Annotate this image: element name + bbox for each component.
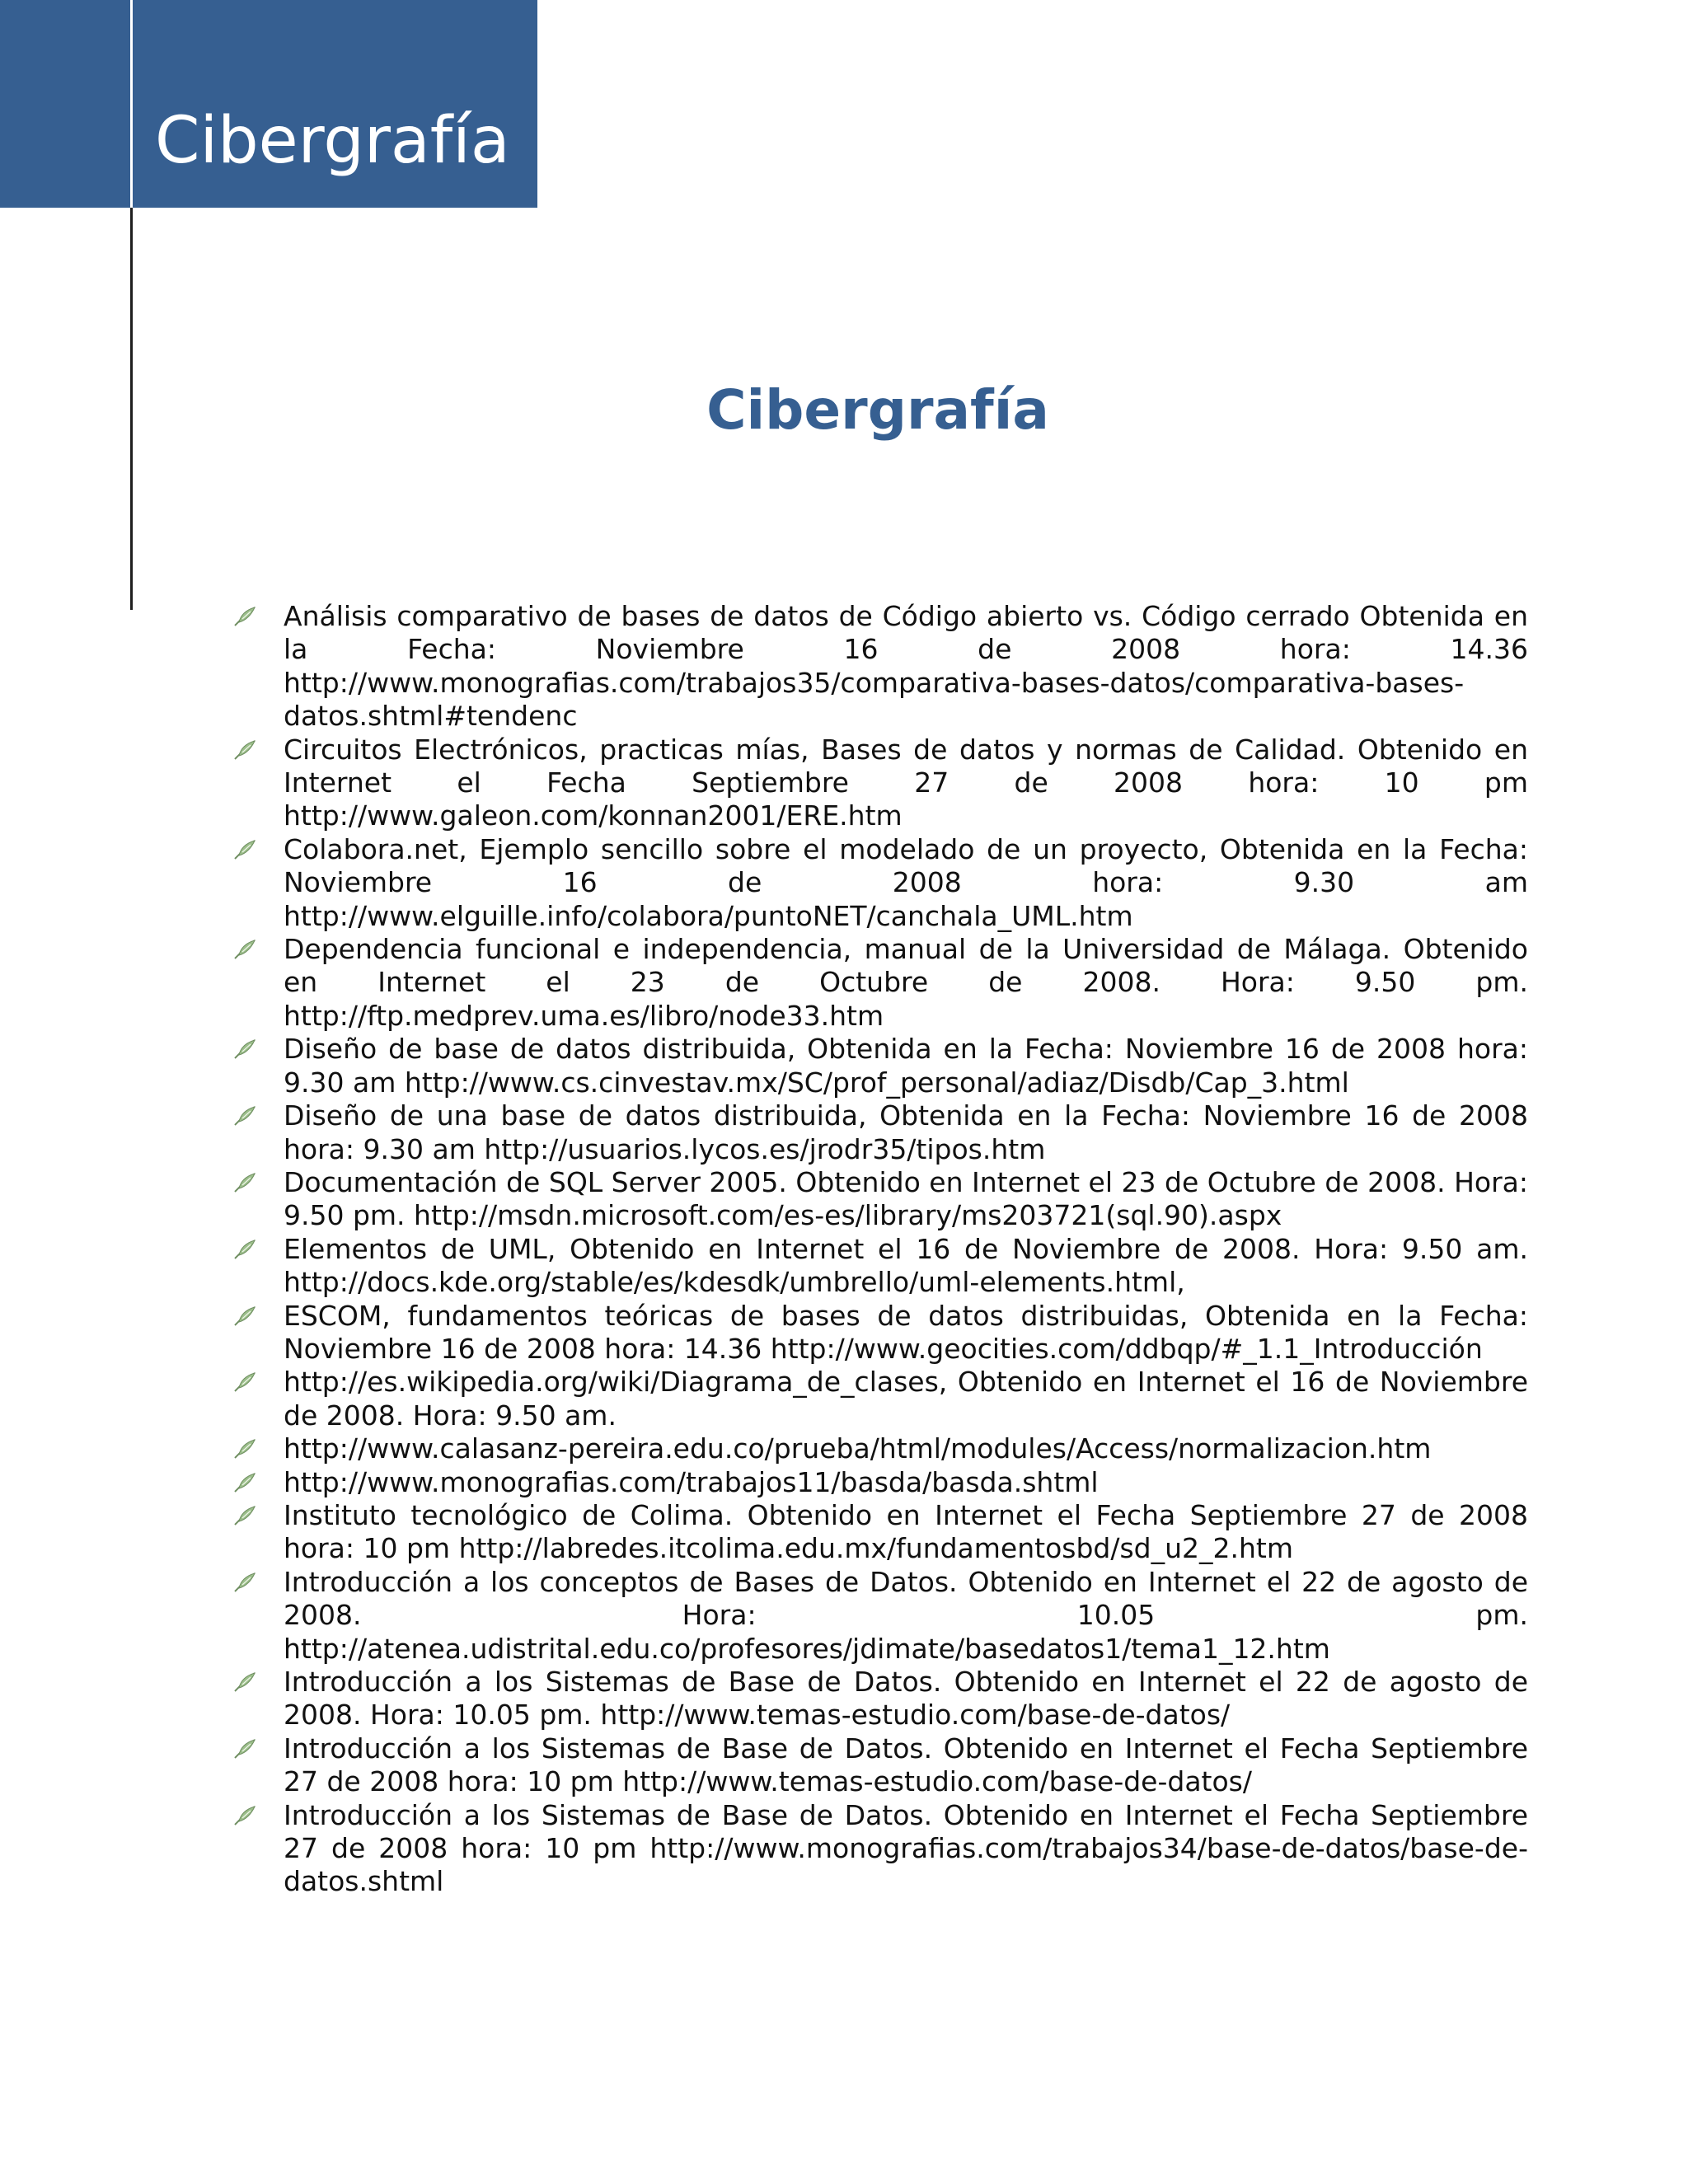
reference-text: Diseño de una base de datos distribuida, Obtenida en la Fecha: Noviembre 16 de 2008 hora: 9.30 am http://usuarios.lycos.es/jrodr35/tipos.htm [284, 1099, 1528, 1165]
reference-item [284, 1166, 1528, 1233]
reference-text: http://www.calasanz-pereira.edu.co/prueba/html/modules/Access/normalizacion.htm [284, 1432, 1432, 1465]
reference-text: Introducción a los conceptos de Bases de Datos. Obtenido en Internet el 22 de agosto de 2008. Hora: 10.05 pm. http://atenea.udistrital.edu.co/profesores/jdimate/basedatos1/tema1_12.htm [284, 1565, 1528, 1665]
reference-list [284, 600, 1528, 1899]
reference-text: Documentación de SQL Server 2005. Obtenido en Internet el 23 de Octubre de 2008. Hora: 9.50 pm. http://msdn.microsoft.com/es-es/library/ms203721(sql.90).aspx [284, 1165, 1528, 1232]
reference-text: Instituto tecnológico de Colima. Obtenido en Internet el Fecha Septiembre 27 de 2008 hora: 10 pm http://labredes.itcolima.edu.mx/fundamentosbd/sd_u2_2.htm [284, 1498, 1528, 1565]
leaf-icon [232, 1371, 257, 1394]
reference-item [284, 1033, 1528, 1099]
reference-text: ESCOM, fundamentos teóricas de bases de datos distribuidas, Obtenida en la Fecha: Noviembre 16 de 2008 hora: 14.36 http://www.geocities.com/ddbqp/#_1.1_Introducción [284, 1299, 1528, 1365]
leaf-icon [232, 1171, 257, 1194]
reference-item [284, 1799, 1528, 1899]
reference-item [284, 833, 1528, 933]
leaf-icon [232, 1804, 257, 1827]
reference-text: Introducción a los Sistemas de Base de Datos. Obtenido en Internet el Fecha Septiembre 27 de 2008 hora: 10 pm http://www.monografias.com/trabajos34/base-de-datos/base-de-datos.shtml [284, 1798, 1528, 1898]
leaf-icon [232, 1038, 257, 1061]
reference-item [284, 600, 1528, 733]
reference-text: Introducción a los Sistemas de Base de Datos. Obtenido en Internet el 22 de agosto de 2008. Hora: 10.05 pm. http://www.temas-estudio.com/base-de-datos/ [284, 1666, 1528, 1732]
reference-text: Dependencia funcional e independencia, manual de la Universidad de Málaga. Obtenido en Internet el 23 de Octubre de 2008. Hora: 9.50 pm. http://ftp.medprev.uma.es/libro/node33.htm [284, 933, 1528, 1032]
reference-text: Diseño de base de datos distribuida, Obtenida en la Fecha: Noviembre 16 de 2008 hora: 9.30 am http://www.cs.cinvestav.mx/SC/prof_personal/adiaz/Disdb/Cap_3.html [284, 1033, 1528, 1099]
reference-item [284, 1466, 1528, 1499]
reference-item [284, 1300, 1528, 1366]
reference-item [284, 1233, 1528, 1300]
leaf-icon [232, 1471, 257, 1494]
reference-text: Introducción a los Sistemas de Base de Datos. Obtenido en Internet el Fecha Septiembre 27 de 2008 hora: 10 pm http://www.temas-estudio.com/base-de-datos/ [284, 1732, 1528, 1798]
page-title: Cibergrafía [706, 378, 1049, 442]
header-divider [130, 0, 133, 208]
reference-item [284, 933, 1528, 1033]
reference-item [284, 1499, 1528, 1566]
reference-item [284, 1432, 1528, 1465]
leaf-icon [232, 1437, 257, 1460]
reference-item [284, 1732, 1528, 1799]
leaf-icon [232, 938, 257, 961]
reference-text: Circuitos Electrónicos, practicas mías, Bases de datos y normas de Calidad. Obtenido en Internet el Fecha Septiembre 27 de 2008 hora: 10 pm http://www.galeon.com/konnan2001/ERE.htm [284, 733, 1528, 832]
leaf-icon [232, 1305, 257, 1328]
reference-text: Análisis comparativo de bases de datos de Código abierto vs. Código cerrado Obtenida en la Fecha: Noviembre 16 de 2008 hora: 14.36 http://www.monografias.com/trabajos35/comparativa-bases-datos/comparativa-bases-datos.shtml#tendenc [284, 600, 1528, 733]
header-title: Cibergrafía [155, 104, 510, 178]
leaf-icon [232, 838, 257, 861]
reference-text: http://es.wikipedia.org/wiki/Diagrama_de_clases, Obtenido en Internet el 16 de Noviembre de 2008. Hora: 9.50 am. [284, 1366, 1528, 1432]
leaf-icon [232, 1737, 257, 1760]
reference-item [284, 1099, 1528, 1166]
leaf-icon [232, 738, 257, 762]
leaf-icon [232, 605, 257, 628]
reference-text: Elementos de UML, Obtenido en Internet el 16 de Noviembre de 2008. Hora: 9.50 am. http://docs.kde.org/stable/es/kdesdk/umbrello/uml-elements.html, [284, 1232, 1528, 1299]
reference-item [284, 1366, 1528, 1432]
reference-text: Colabora.net, Ejemplo sencillo sobre el modelado de un proyecto, Obtenida en la Fecha: Noviembre 16 de 2008 hora: 9.30 am http://www.elguille.info/colabora/puntoNET/canchala_UML.htm [284, 832, 1528, 932]
reference-item [284, 733, 1528, 833]
leaf-icon [232, 1504, 257, 1527]
reference-item [284, 1666, 1528, 1732]
leaf-icon [232, 1671, 257, 1694]
reference-text: http://www.monografias.com/trabajos11/basda/basda.shtml [284, 1465, 1099, 1498]
leaf-icon [232, 1571, 257, 1594]
leaf-icon [232, 1238, 257, 1261]
reference-item [284, 1566, 1528, 1666]
leaf-icon [232, 1104, 257, 1127]
